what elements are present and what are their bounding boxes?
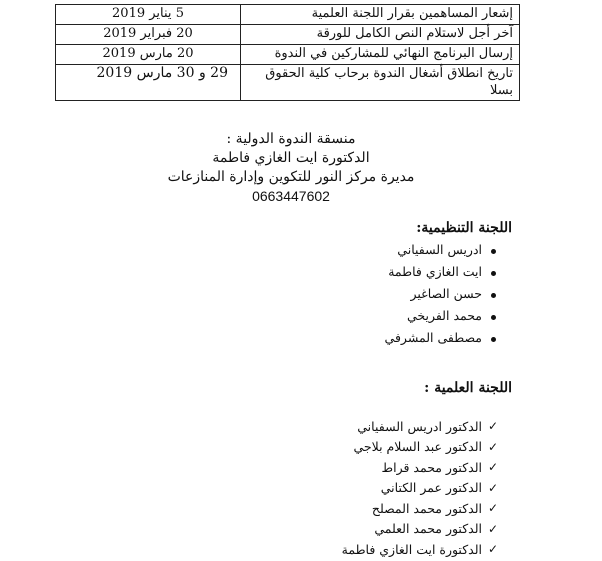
event-cell: إرسال البرنامج النهائي للمشاركين في الندوة — [241, 45, 520, 65]
coordinator-block — [160, 130, 422, 206]
list-item — [385, 304, 504, 326]
member-name: مصطفى المشرفي — [384, 329, 482, 345]
member-name: ايت الغازي فاطمة — [388, 263, 482, 279]
date-cell: 20 مارس 2019 — [56, 45, 241, 65]
table-row — [56, 65, 520, 101]
coordinator-role: مديرة مركز النور للتكوين وإدارة المنازعات — [167, 169, 415, 185]
member-name: الدكتور عبد السلام بلاجي — [353, 439, 482, 455]
bullet-dot-icon — [482, 330, 504, 345]
bullet-dot-icon — [482, 242, 504, 257]
date-cell: 5 يناير 2019 — [56, 5, 241, 25]
list-item — [342, 498, 504, 519]
scientific-committee-title: اللجنة العلمية : — [424, 380, 512, 396]
list-item — [385, 260, 504, 282]
member-name: ادريس السفياني — [397, 241, 482, 257]
date-cell: 20 فبراير 2019 — [56, 25, 241, 45]
bullet-dot-icon — [482, 308, 504, 323]
date-cell: 29 و 30 مارس 2019 — [56, 65, 241, 101]
list-item — [342, 519, 504, 540]
event-cell: تاريخ انطلاق أشغال الندوة برحاب كلية الحقوق بسلا — [241, 65, 520, 101]
event-cell: آخر أجل لاستلام النص الكامل للورقة — [241, 25, 520, 45]
member-name: الدكتور محمد قراط — [381, 459, 482, 475]
important-dates-table — [55, 4, 520, 101]
list-item — [385, 238, 504, 260]
member-name: الدكتور محمد المصلح — [371, 500, 482, 516]
scientific-committee-list — [342, 416, 504, 560]
check-mark-icon: ✓ — [487, 480, 499, 495]
event-cell: إشعار المساهمين بقرار اللجنة العلمية — [241, 5, 520, 25]
member-name: الدكتور ادريس السفياني — [357, 418, 482, 434]
list-item — [342, 416, 504, 437]
bullet-dot-icon — [482, 264, 504, 279]
list-item — [342, 478, 504, 499]
coordinator-phone: 0663447602 — [252, 188, 330, 204]
check-mark-icon: ✓ — [487, 419, 499, 434]
list-item — [385, 326, 504, 348]
coordinator-heading: منسقة الندوة الدولية : — [226, 131, 356, 147]
member-name: الدكتورة ايت الغازي فاطمة — [341, 541, 482, 557]
list-item — [342, 437, 504, 458]
member-name: الدكتور محمد العلمي — [374, 521, 482, 537]
bullet-dot-icon — [482, 286, 504, 301]
list-item — [342, 457, 504, 478]
check-mark-icon: ✓ — [487, 521, 499, 536]
organizing-committee-title: اللجنة التنظيمية: — [416, 220, 512, 236]
list-item — [342, 539, 504, 560]
table-row — [56, 45, 520, 65]
table-row — [56, 5, 520, 25]
check-mark-icon: ✓ — [487, 439, 499, 454]
list-item — [385, 282, 504, 304]
check-mark-icon: ✓ — [487, 501, 499, 516]
table-row — [56, 25, 520, 45]
member-name: محمد الفريخي — [407, 307, 482, 323]
organizing-committee-list — [385, 238, 504, 348]
check-mark-icon: ✓ — [487, 542, 499, 557]
check-mark-icon: ✓ — [487, 460, 499, 475]
member-name: الدكتور عمر الكتاني — [380, 480, 482, 496]
member-name: حسن الصاغير — [410, 285, 482, 301]
coordinator-name: الدكتورة ايت الغازي فاطمة — [212, 150, 370, 166]
